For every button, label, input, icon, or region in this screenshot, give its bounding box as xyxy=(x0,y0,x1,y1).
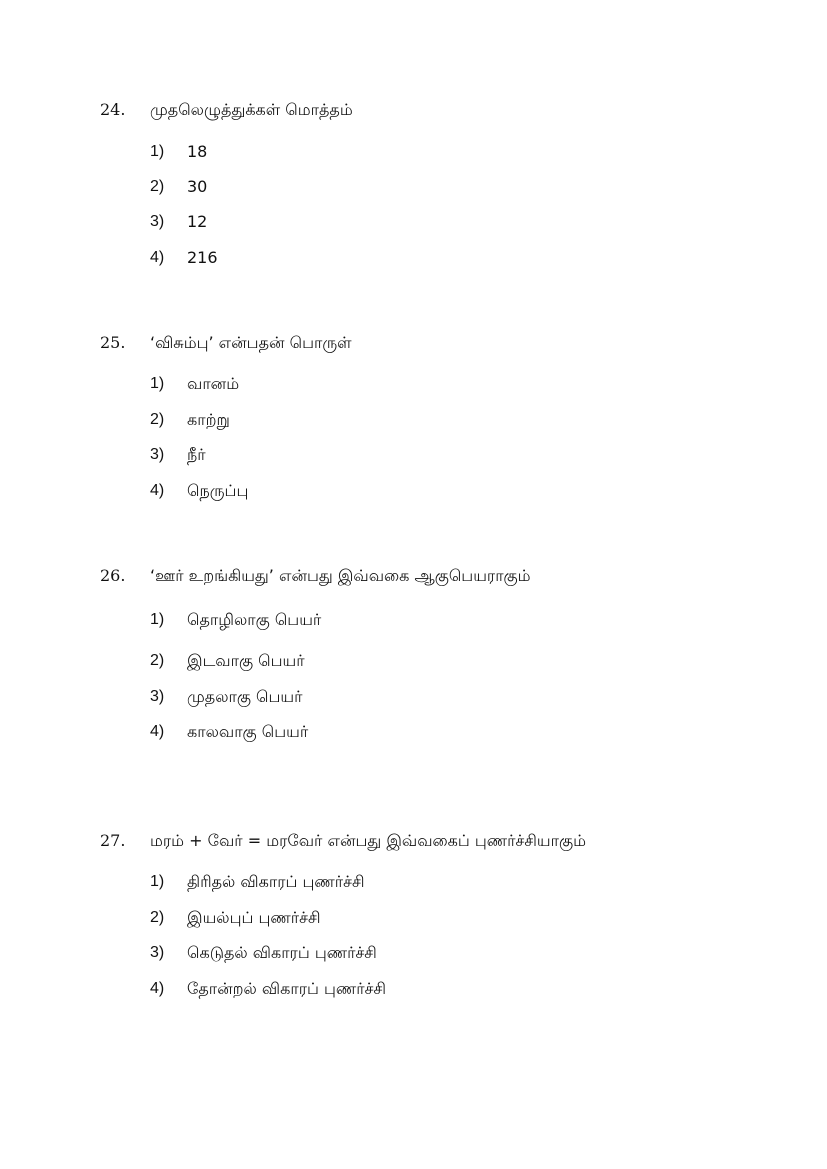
option-number: 1) xyxy=(150,611,165,628)
option-text: கெடுதல் விகாரப் புணர்ச்சி xyxy=(187,943,377,962)
option-text: நெருப்பு xyxy=(187,481,249,500)
option-text: திரிதல் விகாரப் புணர்ச்சி xyxy=(187,872,365,891)
option-text: காற்று xyxy=(187,410,230,429)
option-number: 2) xyxy=(150,652,165,669)
option-text: காலவாகு பெயர் xyxy=(187,722,309,741)
option-text: 12 xyxy=(187,212,208,231)
option-text: தொழிலாகு பெயர் xyxy=(187,610,322,629)
question-text: ‘ஊர் உறங்கியது’ என்பது இவ்வகை ஆகுபெயராகும் xyxy=(150,566,531,585)
question-number: 26. xyxy=(100,566,126,585)
option-text: இயல்புப் புணர்ச்சி xyxy=(187,908,321,927)
option-number: 2) xyxy=(150,178,165,195)
option-number: 1) xyxy=(150,873,165,890)
option-number: 1) xyxy=(150,143,165,160)
question-number: 25. xyxy=(100,333,126,352)
option-text: 216 xyxy=(187,248,218,267)
option-text: நீர் xyxy=(187,445,206,464)
question-text: ‘விசும்பு’ என்பதன் பொருள் xyxy=(150,333,352,352)
question-number: 27. xyxy=(100,831,126,850)
option-number: 3) xyxy=(150,213,165,230)
option-number: 3) xyxy=(150,446,165,463)
option-text: 30 xyxy=(187,177,208,196)
option-number: 3) xyxy=(150,944,165,961)
option-number: 4) xyxy=(150,980,165,997)
option-number: 4) xyxy=(150,723,165,740)
option-number: 2) xyxy=(150,909,165,926)
option-number: 3) xyxy=(150,688,165,705)
option-text: தோன்றல் விகாரப் புணர்ச்சி xyxy=(187,979,386,998)
question-text: முதலெழுத்துக்கள் மொத்தம் xyxy=(150,100,353,119)
option-number: 1) xyxy=(150,375,165,392)
option-number: 4) xyxy=(150,482,165,499)
option-number: 2) xyxy=(150,411,165,428)
option-number: 4) xyxy=(150,249,165,266)
option-text: 18 xyxy=(187,142,208,161)
option-text: இடவாகு பெயர் xyxy=(187,651,305,670)
question-text: மரம் + வேர் = மரவேர் என்பது இவ்வகைப் புணர்ச்சியாகும் xyxy=(150,831,586,850)
question-number: 24. xyxy=(100,100,126,119)
option-text: முதலாகு பெயர் xyxy=(187,687,303,706)
option-text: வானம் xyxy=(187,374,240,393)
